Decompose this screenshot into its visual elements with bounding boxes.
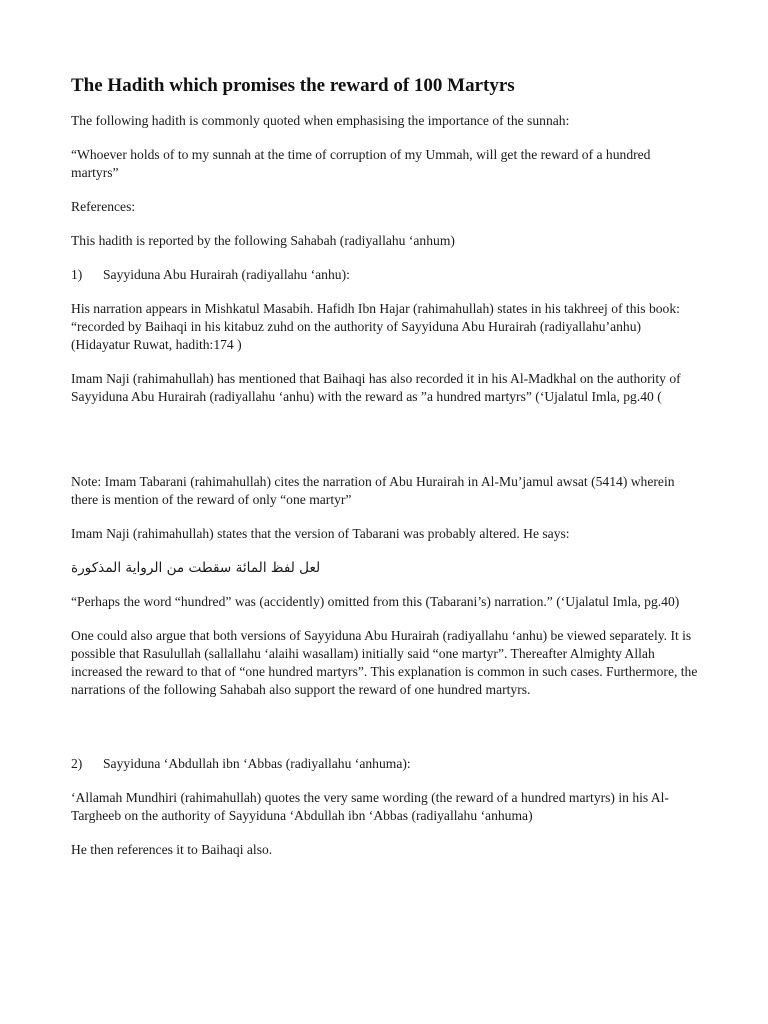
translation-paragraph: “Perhaps the word “hundred” was (accidently) omitted from this (Tabarani’s) narration.” (‘Ujalatul Imla, pg.40) bbox=[71, 594, 680, 609]
list-text: Sayyiduna Abu Hurairah (radiyallahu ‘anhu): bbox=[103, 267, 350, 282]
naji-madkhal-paragraph: Imam Naji (rahimahullah) has mentioned that Baihaqi has also recorded it in his Al-Madkhal on the authority of Sayyiduna Abu Hurairah (radiyallahu ‘anhu) with the reward as ”a hundred martyrs” (‘Ujalatul Imla, pg.40 ( bbox=[71, 371, 681, 404]
note-paragraph: Note: Imam Tabarani (rahimahullah) cites the narration of Abu Hurairah in Al-Mu’jamul awsat (5414) wherein there is mention of the reward of only “one martyr” bbox=[71, 474, 675, 507]
list-text: Sayyiduna ‘Abdullah ibn ‘Abbas (radiyallahu ‘anhuma): bbox=[103, 756, 411, 771]
list-item bbox=[71, 266, 701, 284]
arabic-quote: لعل لفظ المائة سقطت من الرواية المذكورة bbox=[71, 560, 321, 576]
reported-by-paragraph: This hadith is reported by the following Sahabah (radiyallahu ‘anhum) bbox=[71, 233, 455, 248]
argument-paragraph: One could also argue that both versions of Sayyiduna Abu Hurairah (radiyallahu ‘anhu) be viewed separately. It is possible that Rasulullah (sallallahu ‘alaihi wasallam) initially said “one martyr”. Thereafter Almighty Allah increased the reward to that of “one hundred martyrs”. This explanation is common in such cases. Furthermore, the narrations of the following Sahabah also support the reward of one hundred martyrs. bbox=[71, 628, 698, 697]
list-number: 2) bbox=[71, 756, 83, 771]
mundhiri-paragraph: ‘Allamah Mundhiri (rahimahullah) quotes the very same wording (the reward of a hundred martyrs) in his Al-Targheeb on the authority of Sayyiduna ‘Abdullah ibn ‘Abbas (radiyallahu ‘anhuma) bbox=[71, 790, 669, 823]
baihaqi-paragraph: He then references it to Baihaqi also. bbox=[71, 842, 273, 857]
spacer bbox=[71, 715, 701, 755]
document-page bbox=[71, 74, 701, 875]
narration-paragraph: His narration appears in Mishkatul Masabih. Hafidh Ibn Hajar (rahimahullah) states in his takhreej of this book: “recorded by Baihaqi in his kitabuz zuhd on the authority of Sayyiduna Abu Hurairah (radiyallahu’anhu) (Hidayatur Ruwat, hadith:174 ) bbox=[71, 301, 680, 352]
hadith-quote: “Whoever holds of to my sunnah at the time of corruption of my Ummah, will get the reward of a hundred martyrs” bbox=[71, 147, 651, 180]
references-heading: References: bbox=[71, 199, 136, 214]
list-number: 1) bbox=[71, 267, 83, 282]
document-title: The Hadith which promises the reward of 100 Martyrs bbox=[71, 75, 515, 96]
list-item bbox=[71, 755, 701, 773]
naji-tabarani-paragraph: Imam Naji (rahimahullah) states that the version of Tabarani was probably altered. He says: bbox=[71, 526, 570, 541]
spacer bbox=[71, 422, 701, 473]
intro-paragraph: The following hadith is commonly quoted when emphasising the importance of the sunnah: bbox=[71, 113, 570, 128]
